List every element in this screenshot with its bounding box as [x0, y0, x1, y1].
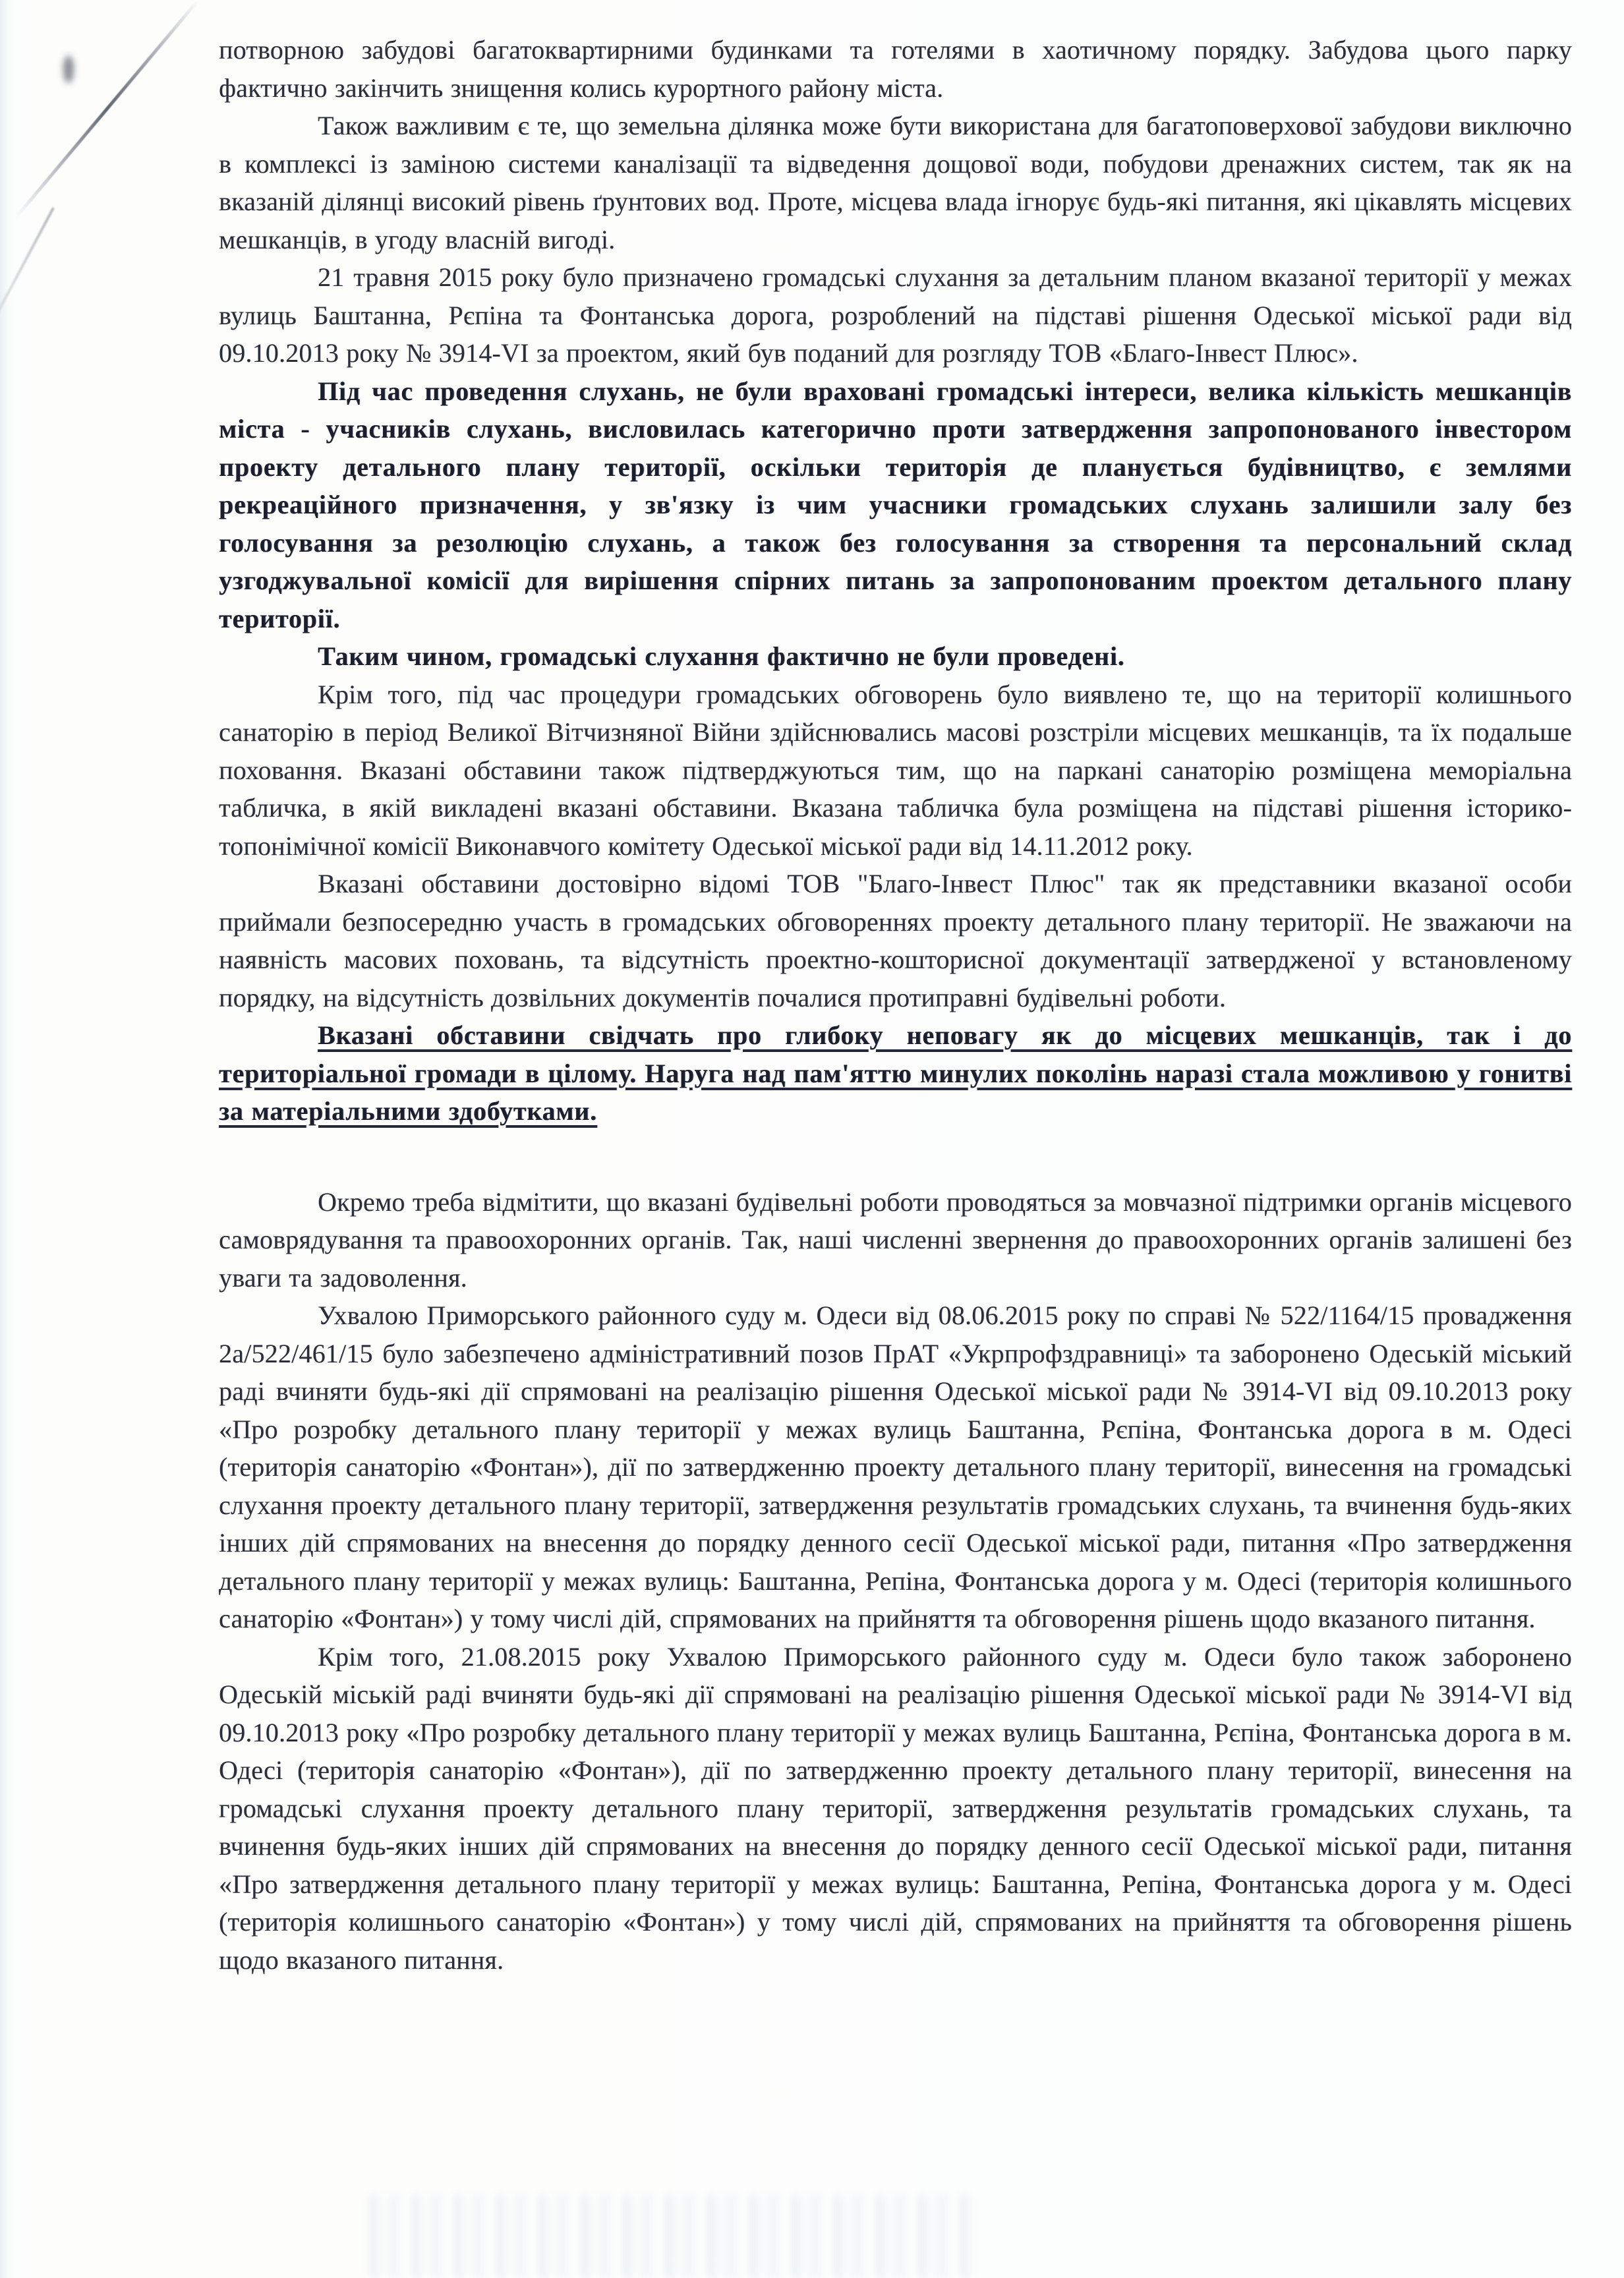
paragraph: 21 травня 2015 року було призначено громадські слухання за детальним планом вказаної території у межах вулиць Баштанна, Рєпіна та Фонтанська дорога, розроблений на підставі рішення Одеської міської ради від 09.10.2013 року № 3914-VI за проектом, який був поданий для розгляду ТОВ «Благо-Інвест Плюс». — [219, 262, 1572, 368]
scan-bleedthrough-artifact — [369, 2195, 975, 2278]
document-text — [219, 31, 1572, 1979]
paragraph: Крім того, 21.08.2015 року Ухвалою Приморського районного суду м. Одеси було також заборонено Одеській міській раді вчиняти будь-які дії спрямовані на реалізацію рішення Одеської міської ради № 3914-VI від 09.10.2013 року «Про розробку детального плану території у межах вулиць Баштанна, Рєпіна, Фонтанська дорога в м. Одесі (територія санаторію «Фонтан»), дії по затвердженню проекту детального плану території, винесення на громадські слухання проекту детального плану території, затвердження результатів громадських слухань, та вчинення будь-яких інших дій спрямованих на внесення до порядку денного сесії Одеської міської ради, питання «Про затвердження детального плану території у межах вулиць: Баштанна, Репіна, Фонтанська дорога у м. Одесі (територія колишнього санаторію «Фонтан») у тому числі дій, спрямованих на прийняття та обговорення рішень щодо вказаного питання. — [219, 1641, 1572, 1975]
paragraph: Вказані обставини достовірно відомі ТОВ "Благо-Інвест Плюс" так як представники вказаної особи приймали безпосередню участь в громадських обговореннях проекту детального плану території. Не зважаючи на наявність масових поховань, та відсутність проектно-кошторисної документації затвердженої у встановленому порядку, на відсутність дозвільних документів почалися протиправні будівельні роботи. — [219, 869, 1572, 1012]
paragraph: Під час проведення слухань, не були враховані громадські інтереси, велика кількість мешканців міста - учасників слухань, висловилась категорично проти затвердження запропонованого інвестором проекту детального плану території, оскільки територія де планується будівництво, є землями рекреаційного призначення, у зв'язку із чим учасники громадських слухань залишили залу без голосування за резолюцію слухань, а також без голосування за створення та персональний склад узгоджувальної комісії для вирішення спірних питань за запропонованим проектом детального плану території. — [219, 376, 1572, 633]
paragraph: Ухвалою Приморського районного суду м. Одеси від 08.06.2015 року по справі № 522/1164/15 провадження 2а/522/461/15 було забезпечено адміністративний позов ПрАТ «Укрпрофздравниці» та заборонено Одеській міський раді вчиняти будь-які дії спрямовані на реалізацію рішення Одеської міської ради № 3914-VI від 09.10.2013 року «Про розробку детального плану території у межах вулиць Баштанна, Рєпіна, Фонтанська дорога в м. Одесі (територія санаторію «Фонтан»), дії по затвердженню проекту детального плану території, винесення на громадські слухання проекту детального плану території, затвердження результатів громадських слухань, та вчинення будь-яких інших дій спрямованих на внесення до порядку денного сесії Одеської міської ради, питання «Про затвердження детального плану території у межах вулиць: Баштанна, Репіна, Фонтанська дорога у м. Одесі (територія колишнього санаторію «Фонтан») у тому числі дій, спрямованих на прийняття та обговорення рішень щодо вказаного питання. — [219, 1300, 1572, 1633]
scan-crease-artifact — [14, 0, 199, 218]
scan-crease-tail-artifact — [0, 207, 55, 359]
scan-smudge-artifact — [63, 55, 74, 83]
paragraph: Також важливим є те, що земельна ділянка може бути використана для багатоповерхової забудови виключно в комплексі із заміною системи каналізації та відведення дощової води, побудови дренажних систем, так як на вказаній ділянці високий рівень ґрунтових вод. Проте, місцева влада ігнорує будь-які питання, які цікавлять місцевих мешканців, в угоду власній вигоді. — [219, 111, 1572, 254]
paragraph: Таким чином, громадські слухання фактично не були проведені. — [318, 641, 1125, 671]
paragraph: потворною забудові багатоквартирними будинками та готелями в хаотичному порядку. Забудова цього парку фактично закінчить знищення колись курортного району міста. — [219, 35, 1572, 103]
paragraph: Крім того, під час процедури громадських обговорень було виявлено те, що на території колишнього санаторію в період Великої Вітчизняної Війни здійснювались масові розстріли місцевих мешканців, та їх подальше поховання. Вказані обставини також підтверджуються тим, що на паркані санаторію розміщена меморіальна табличка, в якій викладені вказані обставини. Вказана табличка була розміщена на підставі рішення історико-топонімічної комісії Виконавчого комітету Одеської міської ради від 14.11.2012 року. — [219, 679, 1572, 861]
paragraph: Окремо треба відмітити, що вказані будівельні роботи проводяться за мовчазної підтримки органів місцевого самоврядування та правоохоронних органів. Так, наші численні звернення до правоохоронних органів залишені без уваги та задоволення. — [219, 1186, 1572, 1293]
paragraph: Вказані обставини свідчать про глибоку неповагу як до місцевих мешканців, так і до територіальної громади в цілому. Наруга над пам'яттю минулих поколінь наразі стала можливою у гонитві за матеріальними здобутками. — [219, 1020, 1572, 1126]
